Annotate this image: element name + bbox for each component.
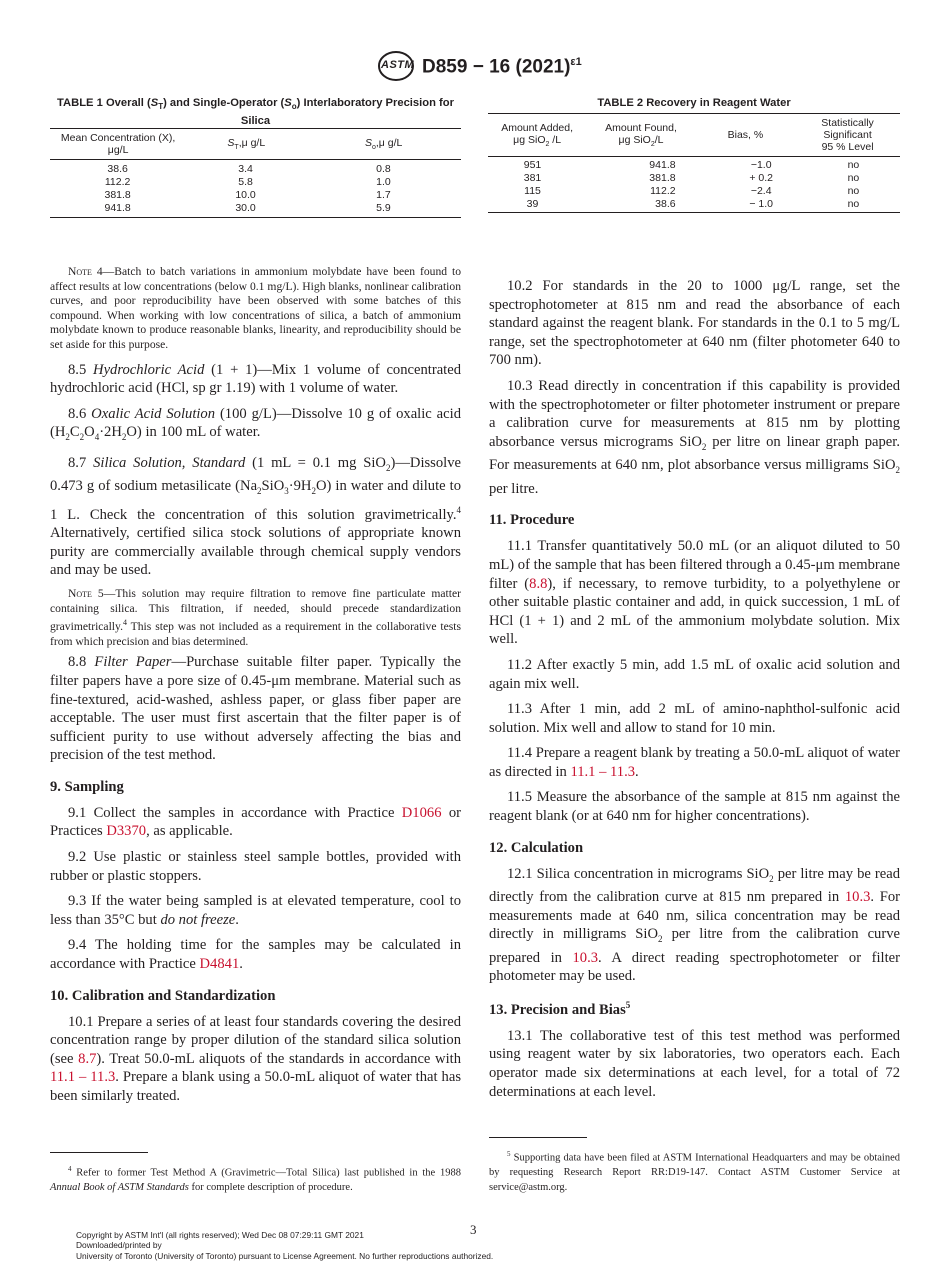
table-row: 39 38.6 − 1.0 no [526,198,860,210]
para-12-1: 12.1 Silica concentration in micrograms SiO$_2$ per litre may be read directly from the calibration curve at 815 nm prepared in 10.3. For measurements made at 640 nm, silica concentration may be read directly in milligrams SiO$_2$ per litre from the calibration curve prepared in 10.3. A direct reading spectrophotometer or filter photometer may be used. [489,865,900,985]
right-column [489,277,900,1101]
page-number: 3 [470,1222,477,1237]
link-8-8[interactable]: 8.8 [529,575,548,592]
section-13-heading: 13. Precision and Bias$^5$ [489,1000,631,1018]
link-d4841[interactable]: D4841 [199,956,240,973]
para-13-1: 13.1 The collaborative test of this test method was performed using reagent water by six laboratories, two operators each. Each operator made six determinations at each level, for a total of 72 determinations at each level. [489,1027,900,1100]
para-11-4: 11.4 Prepare a reagent blank by treating a 50.0-mL aliquot of water as directed in 11.1 – 11.3. [489,745,900,780]
para-8-7: 8.7 Silica Solution, Standard (1 mL = 0.1 mg SiO$_2$)—Dissolve 0.473 g of sodium metasilicate $(Na_2SiO_3\cdot 9H_2O)$ in water and dilute to 1 L. Check the concentration of this solution gravimetrically.$^4$ Alternatively, certified silica stock solutions of appropriate known purity are commercially available through chemical supply vendors and may be used. [50,454,461,579]
table1-header-st: ,μ g/L [238,136,266,149]
section-10-heading: 10. Calibration and Standardization [50,987,276,1004]
para-10-2: 10.2 For standards in the 20 to 1000 μg/L range, set the spectrophotometer at 815 nm and read the absorbance of each standard against the reagent blank. For standards in the 0.1 to 5 mg/L range, set the spectrophotometer at 640 nm (filter photometer 640 to 700 nm). [489,278,900,369]
table1: Mean Concentration (X), μg/L $S_T,\mu$ g/L $S_o,\mu$ g/L 38.6 3.4 0.8 112.2 5.8 1.0 381.8 10.0 1.7 941.8 30.0 5.9 [50,128,461,218]
para-9-4: 9.4 The holding time for the samples may be calculated in accordance with Practice D4841. [50,937,461,973]
astm-logo-text: ASTM [381,59,415,71]
footnote-rule-right [489,1137,587,1138]
para-11-5: 11.5 Measure the absorbance of the sample at 815 nm against the reagent blank (or at 640 nm for higher concentrations). [489,789,900,825]
link-10-3[interactable]: 10.3 [572,949,599,966]
table-row: 951 941.8 −1.0 no [523,159,860,171]
link-8-7[interactable]: 8.7 [78,1050,97,1067]
table2: Amount Added, μg SiO$_2$ /L Amount Found, μg SiO$_2$/L Bias, % Statistically Significant 95 % Level 951 941.8 −1.0 no 381 381.8 + 0.2 no 115 112.2 −2.4 no 39 38.6 − 1.0 no [488,113,900,213]
link-d3370[interactable]: D3370 [106,823,147,840]
table-row: 112.2 5.8 1.0 [104,176,391,188]
table-row: 941.8 30.0 5.9 [104,202,391,214]
para-9-3: 9.3 If the water being sampled is at elevated temperature, cool to less than 35°C but do not freeze. [50,893,461,928]
footnote-5: $^5$ Supporting data have been filed at ASTM International Headquarters and may be obtained by requesting Research Report RR:D19-147. Contact ASTM Customer Service at service@astm.org. [489,1150,900,1194]
para-10-3: 10.3 Read directly in concentration if this capability is provided with the spectrophotometer or filter photometer instrument or prepare a calibration curve for measurements at 815 nm by plotting absorbance versus micrograms SiO$_2$ per litre on linear graph paper. For measurements at 640 nm, plot absorbance versus milligrams SiO$_2$ per litre. [489,377,900,497]
table1-header-mean: Mean Concentration (X), [60,132,176,144]
link-10-3[interactable]: 10.3 [844,889,871,906]
link-11-1-11-3[interactable]: 11.1 – 11.3 [50,1069,116,1086]
link-d1066[interactable]: D1066 [401,804,442,821]
footnote-4: $^4$ Refer to former Test Method A (Gravimetric—Total Silica) last published in the 1988 Annual Book of ASTM Standards for complete description of procedure. [50,1165,461,1194]
left-column [50,265,461,1106]
document-designation: D859 − 16 $(2021)^{\varepsilon 1}$ [422,56,582,78]
para-8-8: 8.8 Filter Paper—Purchase suitable filter paper. Typically the filter papers have a pore size of 0.45-μm membrane. Material such as fine-textured, acid-washed, ashless paper, or glass fiber paper are acceptable. The user must first ascertain that the filter paper is of sufficient purity to use without adversely affecting the bias and precision of the test method. [50,654,461,764]
table1-caption: TABLE 1 Overall $(S_T)$ and Single-Operator $(S_o)$ Interlaboratory Precision for Silica [57,97,454,128]
para-8-6: 8.6 Oxalic Acid Solution (100 g/L)—Dissolve 10 g of oxalic acid $(H_2C_2O_4\cdot 2H_2O)$ in 100 mL of water. [50,405,461,443]
copyright-footer: Copyright by ASTM Int'l (all rights reserved); Wed Dec 08 07:29:11 GMT 2021 Downloaded/printed by University of Toronto (University of Toronto) pursuant to License Agreement. No further reproductions authorized. [76,1230,494,1261]
para-10-1: 10.1 Prepare a series of at least four standards covering the desired concentration range by proper dilution of the standard silica solution (see 8.7). Treat 50.0-mL aliquots of the standards in accordance with 11.1 – 11.3. Prepare a blank using a 50.0-mL aliquot of water that has been similarly treated. [50,1013,461,1104]
para-11-2: 11.2 After exactly 5 min, add 1.5 mL of oxalic acid solution and again mix well. [489,656,900,692]
note-4: Note 4—Batch to batch variations in ammonium molybdate have been found to affect results at low concentrations (below 0.1 mg/L). High blanks, nonlinear calibration curves, and poor reproducibility have been observed with some batches of this compound. When working with low concentrations of silica, a batch of ammonium molybdate known to produce reasonable blanks, linearity, and reproducibility should be set aside for this purpose. [50,265,461,351]
para-9-1: 9.1 Collect the samples in accordance with Practice D1066 or Practices D3370, as applicable. [50,804,461,840]
table2-caption: TABLE 2 Recovery in Reagent Water [597,97,791,109]
table-row: 381.8 10.0 1.7 [104,189,391,201]
table-row: 381 381.8 + 0.2 no [523,172,860,184]
astm-logo [377,50,415,82]
link-11-1-11-3[interactable]: 11.1 – 11.3 [570,763,636,780]
table-row: 115 112.2 −2.4 no [524,185,860,197]
section-9-heading: 9. Sampling [50,778,124,795]
table1-header-so: ,μ g/L [375,136,403,149]
para-11-1: 11.1 Transfer quantitatively 50.0 mL (or an aliquot diluted to 50 mL) of the sample that has been filtered through a 0.45-μm membrane filter (8.8), if necessary, to remove turbidity, to a polyethylene or other suitable plastic container and add, in quick succession, 1 mL of HCl (1 + 1) and 2 mL of the ammonium molybdate solution. Mix well. [489,538,901,648]
para-8-5: 8.5 Hydrochloric Acid (1 + 1)—Mix 1 volume of concentrated hydrochloric acid (HCl, sp gr 1.19) with 1 volume of water. [50,361,462,397]
para-9-2: 9.2 Use plastic or stainless steel sample bottles, provided with rubber or plastic stoppers. [50,849,461,884]
para-11-3: 11.3 After 1 min, add 2 mL of amino-naphthol-sulfonic acid solution. Mix well and allow to stand for 10 min. [489,701,900,736]
footnote-rule-left [50,1152,148,1153]
note-5: Note 5—This solution may require filtration to remove fine particulate matter containing silica. This filtration, if needed, should precede standardization gravimetrically.$^4$ This step was not included as a requirement in the collaborative tests from which precision and bias determined. [50,587,462,648]
section-12-heading: 12. Calculation [489,839,584,856]
table-row: 38.6 3.4 0.8 [107,163,391,175]
section-11-heading: 11. Procedure [489,512,575,529]
